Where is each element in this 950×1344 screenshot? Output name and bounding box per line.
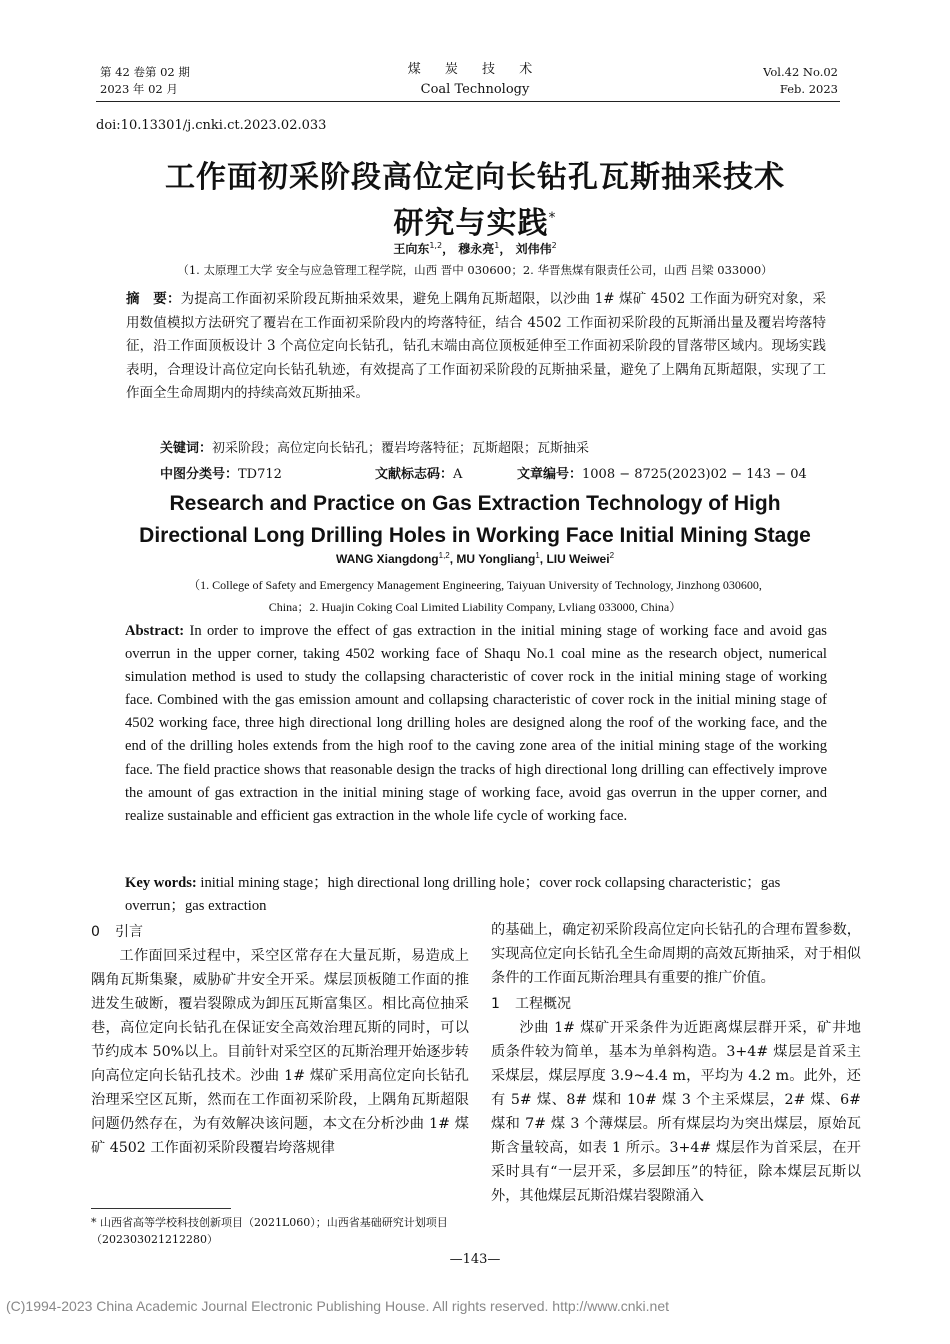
author: 王向东 xyxy=(393,242,430,256)
section-heading-0: 0 引言 xyxy=(91,924,143,940)
author: 刘伟伟 xyxy=(515,242,552,256)
author-en: LIU Weiwei xyxy=(546,552,610,566)
keywords-cn-text: 初采阶段；高位定向长钻孔；覆岩垮落特征；瓦斯超限；瓦斯抽采 xyxy=(212,441,590,456)
document-code: A xyxy=(453,467,463,482)
authors-cn: 王向东$^{1,2}$， 穆永亮$^1$， 刘伟伟$^2$ xyxy=(393,241,557,256)
keywords-en xyxy=(125,872,830,918)
abstract-en-text: In order to improve the effect of gas extraction in the initial mining stage of working face and avoid gas overrun in the upper corner, taking 4502 working face of Shaqu No.1 coal mine as the research object, numerical simulation method is used to study the collapsing characteristic of cover rock in the initial mining stage of working face. Combined with the gas emission amount and collapsing characteristic of cover rock in the initial mining stage of 4502 working face, three high directional long drilling holes are designed along the roof of the working face, and the end of the drilling holes extends from the high roof to the caving zone area of the initial mining stage of the working face. The field practice shows that reasonable design the tracks of high directional long drilling can effectively improve the amount of gas extraction in the initial mining stage of working face, avoid gas overrun in the upper corner, and realize sustainable and efficient gas extraction in the whole life cycle of working face. xyxy=(125,623,827,824)
doi[interactable]: doi:10.13301/j.cnki.ct.2023.02.033 xyxy=(96,118,327,133)
author-en: WANG Xiangdong xyxy=(335,552,439,566)
author: 穆永亮 xyxy=(458,242,495,256)
date-en: Feb. 2023 xyxy=(779,82,838,96)
affiliation-en: （1. College of Safety and Emergency Management Engineering, Taiyuan University of Technology, Jinzhong 030600, China；2. Huajin Coking Coal Limited Liability Company, Lvliang 033000, China） xyxy=(188,578,762,614)
abstract-en xyxy=(125,620,827,828)
page-number: —143— xyxy=(449,1252,501,1267)
title-line-1: 工作面初采阶段高位定向长钻孔瓦斯抽采技术 xyxy=(165,160,785,195)
title-line-2: 研究与实践* xyxy=(393,206,557,241)
keywords-cn xyxy=(160,437,830,456)
journal-name-en: Coal Technology xyxy=(420,82,530,97)
project-overview-paragraph: 沙曲 1# 煤矿开采条件为近距离煤层群开采，矿井地质条件较为简单，基本为单斜构造。3+4# 煤层是首采主采煤层，煤层厚度 3.9~4.4 m，平均为 4.2 m。此外，还有 5# 煤、8# 煤和 10# 煤 3 个主采煤层，2# 煤、6# 煤和 7# 煤 3 个薄煤层。所有煤层均为突出煤层，原始瓦斯含量较高，如表 1 所示。3+4# 煤层作为首采层，在开采时具有“一层开采，多层卸压”的特征，除本煤层瓦斯以外，其他煤层瓦斯沿煤岩裂隙涌入 xyxy=(491,1020,861,1204)
intro-paragraph-continued: 的基础上，确定初采阶段高位定向长钻孔的合理布置参数，实现高位定向长钻孔全生命周期的高效瓦斯抽采，对于相似条件的工作面瓦斯治理具有重要的推广价值。 xyxy=(491,922,861,986)
abstract-en-label: Abstract: xyxy=(125,623,185,639)
keywords-en-text: initial mining stage；high directional long drilling hole；cover rock collapsing characteristic；gas overrun；gas extraction xyxy=(125,875,781,914)
paper-title-en xyxy=(0,488,950,552)
title-en-line-1: Research and Practice on Gas Extraction Technology of High xyxy=(169,492,781,515)
classification-row: 中图分类号：TD712 文献标志码：A 文章编号：1008 − 8725(2023)02 − 143 − 04 xyxy=(160,467,807,482)
copyright-watermark: (C)1994-2023 China Academic Journal Electronic Publishing House. All rights reserved. http://www.cnki.net xyxy=(6,1298,669,1314)
article-number: 1008 − 8725(2023)02 − 143 − 04 xyxy=(582,467,807,482)
body-right-column xyxy=(491,918,861,1208)
footnote-rule xyxy=(91,1208,231,1209)
abstract-cn-label: 摘 要： xyxy=(126,291,181,307)
paper-title-cn xyxy=(0,158,950,244)
issue-info-en xyxy=(763,64,838,98)
affiliation-cn: （1. 太原理工大学 安全与应急管理工程学院，山西 晋中 030600；2. 华晋焦煤有限责任公司，山西 吕梁 033000） xyxy=(177,263,773,277)
intro-paragraph: 工作面回采过程中，采空区常存在大量瓦斯，易造成上隅角瓦斯集聚，威胁矿井安全开采。煤层顶板随工作面的推进发生破断，覆岩裂隙成为卸压瓦斯富集区。相比高位抽采巷，高位定向长钻孔在保证安全高效治理瓦斯的同时，可以节约成本 50%以上。目前针对采空区的瓦斯治理开始逐步转向高位定向长钻孔技术。沙曲 1# 煤矿采用高位定向长钻孔治理采空区瓦斯，然而在工作面初采阶段，上隅角瓦斯超限问题仍然存在，为有效解决该问题，本文在分析沙曲 1# 煤矿 4502 工作面初采阶段覆岩垮落规律 xyxy=(91,948,469,1156)
author-en: MU Yongliang xyxy=(456,552,536,566)
title-footnote-mark: * xyxy=(548,210,557,226)
abstract-cn-text: 为提高工作面初采阶段瓦斯抽采效果，避免上隅角瓦斯超限，以沙曲 1# 煤矿 4502 工作面为研究对象，采用数值模拟方法研究了覆岩在工作面初采阶段内的垮落特征，结合 4502 工作面初采阶段的瓦斯涌出量及覆岩垮落特征，沿工作面顶板设计 3 个高位定向长钻孔，钻孔末端由高位顶板延伸至工作面初采阶段的冒落带区域内。现场实践表明，合理设计高位定向长钻孔轨迹，有效提高了工作面初采阶段的瓦斯抽采量，避免了上隅角瓦斯超限，实现了工作面全生命周期内的持续高效瓦斯抽采。 xyxy=(126,291,827,401)
clc-number: TD712 xyxy=(238,467,282,482)
year-month: 2023 年 02 月 xyxy=(100,82,178,96)
body-left-column xyxy=(91,920,469,1160)
title-en-line-2: Directional Long Drilling Holes in Working Face Initial Mining Stage xyxy=(139,524,811,547)
journal-name-cn: 煤 炭 技 术 xyxy=(407,62,543,77)
volume-issue: 第 42 卷第 02 期 xyxy=(100,65,190,79)
abstract-cn xyxy=(126,288,826,406)
keywords-cn-label: 关键词： xyxy=(160,441,213,456)
section-heading-1: 1 工程概况 xyxy=(491,996,571,1012)
keywords-en-label: Key words: xyxy=(125,875,197,891)
volume-issue-en: Vol.42 No.02 xyxy=(763,65,838,79)
authors-en: WANG Xiangdong$^{1,2}$, MU Yongliang$^1$, LIU Weiwei$^2$ xyxy=(335,551,615,566)
header-rule xyxy=(96,101,840,102)
funding-footnote: * 山西省高等学校科技创新项目（2021L060）；山西省基础研究计划项目（202303021212280） xyxy=(91,1216,448,1246)
